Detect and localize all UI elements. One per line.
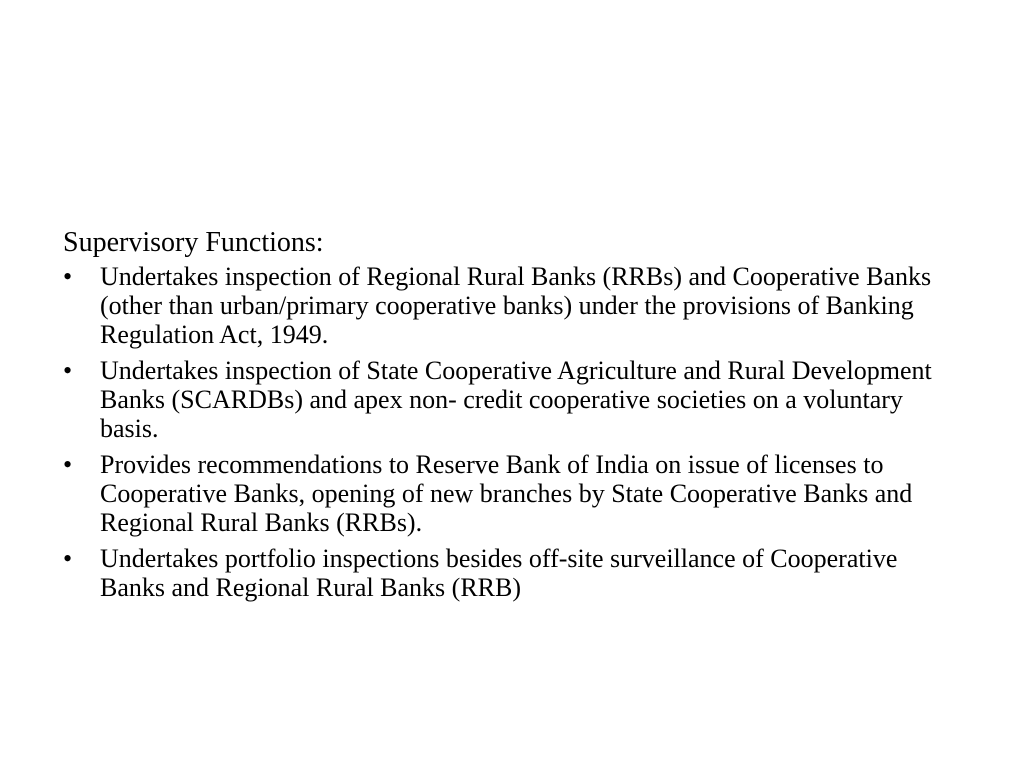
bullet-text: Undertakes inspection of State Cooperative Agriculture and Rural Development Banks (SCARDBs) and apex non- credit cooperative societies on a voluntary basis. — [100, 356, 932, 443]
slide-heading: Supervisory Functions: — [63, 227, 324, 258]
bullet-item — [63, 544, 963, 602]
bullet-list — [63, 262, 963, 602]
slide-content — [63, 226, 963, 609]
bullet-dot-icon: • — [63, 544, 73, 573]
bullet-text: Undertakes inspection of Regional Rural Banks (RRBs) and Cooperative Banks (other than urban/primary cooperative banks) under the provisions of Banking Regulation Act, 1949. — [100, 262, 932, 349]
bullet-item — [63, 356, 963, 443]
bullet-dot-icon: • — [63, 450, 73, 479]
bullet-item — [63, 262, 963, 349]
bullet-text: Undertakes portfolio inspections besides off-site surveillance of Cooperative Banks and Regional Rural Banks (RRB) — [100, 544, 898, 602]
bullet-text: Provides recommendations to Reserve Bank of India on issue of licenses to Cooperative Banks, opening of new branches by State Cooperative Banks and Regional Rural Banks (RRBs). — [100, 450, 913, 537]
bullet-item — [63, 450, 963, 537]
bullet-dot-icon: • — [63, 356, 73, 385]
bullet-dot-icon: • — [63, 262, 73, 291]
